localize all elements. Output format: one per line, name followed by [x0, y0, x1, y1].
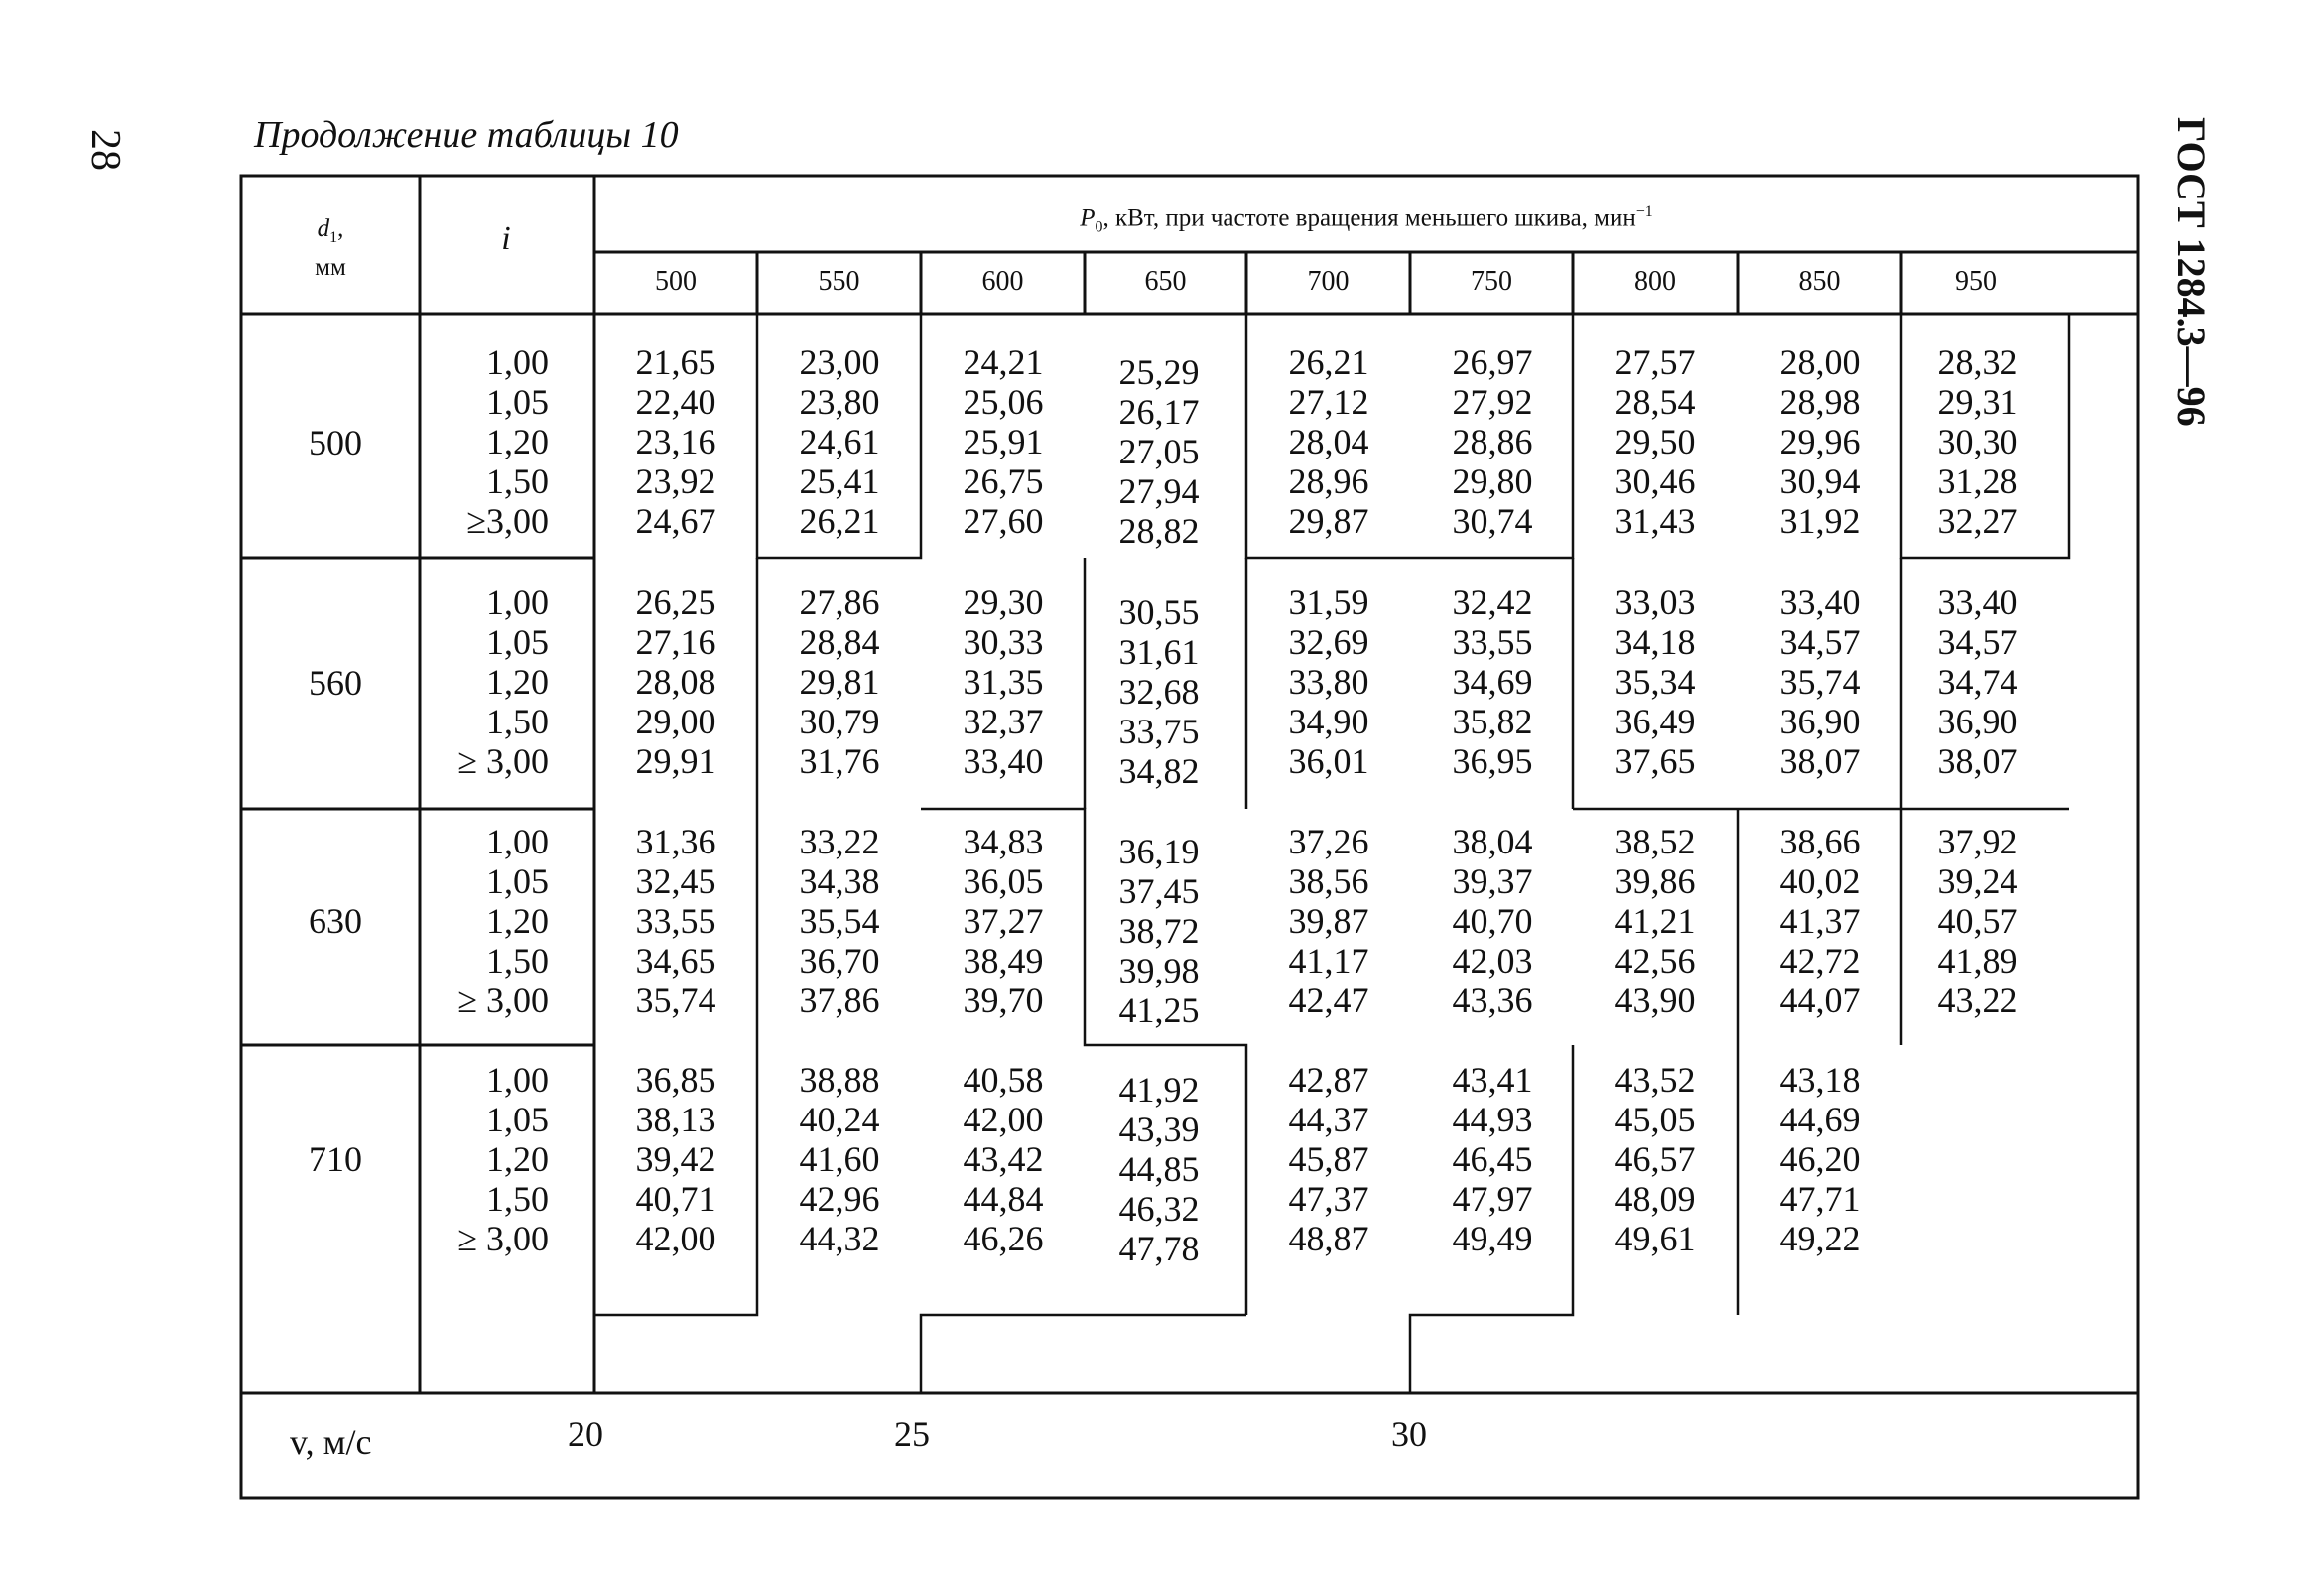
- i-header: i: [501, 220, 511, 257]
- d1-header: [281, 214, 380, 283]
- power-value: 40,71: [635, 1179, 716, 1219]
- power-value: 40,58: [963, 1060, 1044, 1100]
- p0-subscript: 0: [1095, 218, 1103, 236]
- power-value: 41,60: [799, 1139, 880, 1179]
- ratio-value: 1,05: [486, 382, 549, 422]
- p0-symbol: P: [1080, 204, 1096, 232]
- power-value: 37,65: [1614, 741, 1696, 781]
- power-value: 43,39: [1118, 1110, 1200, 1149]
- power-column: [1254, 342, 1403, 541]
- power-value: 46,57: [1614, 1139, 1696, 1179]
- power-value: 31,61: [1118, 632, 1200, 672]
- power-value: 42,00: [635, 1219, 716, 1258]
- power-value: 40,24: [799, 1100, 880, 1139]
- power-value: 39,24: [1937, 861, 2018, 901]
- power-value: 33,40: [963, 741, 1044, 781]
- power-value: 46,45: [1452, 1139, 1533, 1179]
- rpm-950: 950: [1955, 266, 1997, 297]
- power-value: 29,31: [1937, 382, 2018, 422]
- power-value: 24,21: [963, 342, 1044, 382]
- power-column: [1581, 1060, 1730, 1258]
- power-value: 28,00: [1779, 342, 1861, 382]
- power-column: [765, 822, 914, 1020]
- power-value: 37,86: [799, 981, 880, 1020]
- power-column: [1745, 1060, 1894, 1258]
- ratio-list: [420, 1060, 549, 1258]
- ratio-value: 1,50: [486, 702, 549, 741]
- power-value: 48,87: [1288, 1219, 1369, 1258]
- power-column: [601, 342, 750, 541]
- power-value: 36,01: [1288, 741, 1369, 781]
- power-value: 30,46: [1614, 461, 1696, 501]
- power-value: 27,16: [635, 622, 716, 662]
- power-value: 28,84: [799, 622, 880, 662]
- power-value: 33,75: [1118, 712, 1200, 751]
- power-value: 43,42: [963, 1139, 1044, 1179]
- power-value: 29,50: [1614, 422, 1696, 461]
- power-value: 32,42: [1452, 583, 1533, 622]
- power-value: 29,81: [799, 662, 880, 702]
- power-value: 45,87: [1288, 1139, 1369, 1179]
- ratio-value: 1,00: [486, 342, 549, 382]
- power-value: 35,82: [1452, 702, 1533, 741]
- power-value: 34,90: [1288, 702, 1369, 741]
- power-value: 34,57: [1937, 622, 2018, 662]
- rpm-500: 500: [655, 266, 697, 297]
- power-value: 29,00: [635, 702, 716, 741]
- power-value: 30,55: [1118, 592, 1200, 632]
- power-value: 27,86: [799, 583, 880, 622]
- power-column: [1745, 822, 1894, 1020]
- power-value: 39,42: [635, 1139, 716, 1179]
- power-value: 41,92: [1118, 1070, 1200, 1110]
- rpm-850: 850: [1798, 266, 1841, 297]
- power-column: [1085, 352, 1233, 551]
- power-column: [765, 583, 914, 781]
- ratio-value: ≥ 3,00: [457, 1219, 549, 1258]
- power-value: 38,66: [1779, 822, 1861, 861]
- power-value: 36,19: [1118, 832, 1200, 871]
- power-value: 30,79: [799, 702, 880, 741]
- ratio-value: 1,20: [486, 422, 549, 461]
- d1-value: 500: [309, 423, 362, 462]
- ratio-value: 1,20: [486, 1139, 549, 1179]
- power-value: 22,40: [635, 382, 716, 422]
- ratio-value: ≥3,00: [466, 501, 549, 541]
- power-value: 38,52: [1614, 822, 1696, 861]
- power-value: 29,96: [1779, 422, 1861, 461]
- power-value: 35,54: [799, 901, 880, 941]
- ratio-value: 1,00: [486, 822, 549, 861]
- power-column: [929, 342, 1078, 541]
- power-value: 31,43: [1614, 501, 1696, 541]
- power-value: 41,25: [1118, 990, 1200, 1030]
- power-value: 36,85: [635, 1060, 716, 1100]
- rpm-800: 800: [1634, 266, 1676, 297]
- power-value: 26,97: [1452, 342, 1533, 382]
- power-value: 42,87: [1288, 1060, 1369, 1100]
- power-column: [1581, 822, 1730, 1020]
- power-column: [601, 583, 750, 781]
- power-value: 35,74: [1779, 662, 1861, 702]
- ratio-list: [420, 583, 549, 781]
- power-value: 33,03: [1614, 583, 1696, 622]
- power-value: 28,08: [635, 662, 716, 702]
- power-value: 39,98: [1118, 951, 1200, 990]
- power-value: 27,94: [1118, 471, 1200, 511]
- power-value: 28,96: [1288, 461, 1369, 501]
- power-value: 30,94: [1779, 461, 1861, 501]
- speed-value: 30: [1391, 1414, 1427, 1454]
- ratio-list: [420, 822, 549, 1020]
- power-value: 38,49: [963, 941, 1044, 981]
- power-value: 35,74: [635, 981, 716, 1020]
- d1-value: 560: [309, 663, 362, 703]
- power-value: 43,18: [1779, 1060, 1861, 1100]
- power-value: 38,88: [799, 1060, 880, 1100]
- power-value: 31,36: [635, 822, 716, 861]
- power-value: 49,61: [1614, 1219, 1696, 1258]
- power-value: 36,95: [1452, 741, 1533, 781]
- power-column: [1581, 342, 1730, 541]
- power-column: [929, 1060, 1078, 1258]
- d1-subscript: 1: [329, 229, 338, 246]
- power-column: [1903, 583, 2052, 781]
- power-column: [765, 342, 914, 541]
- power-value: 21,65: [635, 342, 716, 382]
- ratio-value: 1,20: [486, 662, 549, 702]
- rpm-650: 650: [1144, 266, 1187, 297]
- speed-value: 20: [568, 1414, 603, 1454]
- power-column: [601, 822, 750, 1020]
- p0-superscript: −1: [1635, 203, 1653, 220]
- power-value: 29,91: [635, 741, 716, 781]
- rpm-600: 600: [981, 266, 1024, 297]
- power-value: 36,90: [1937, 702, 2018, 741]
- power-value: 27,57: [1614, 342, 1696, 382]
- power-value: 25,06: [963, 382, 1044, 422]
- power-value: 36,90: [1779, 702, 1861, 741]
- power-value: 44,69: [1779, 1100, 1861, 1139]
- power-column: [1418, 583, 1567, 781]
- power-value: 27,12: [1288, 382, 1369, 422]
- power-value: 47,97: [1452, 1179, 1533, 1219]
- power-value: 44,84: [963, 1179, 1044, 1219]
- power-value: 34,69: [1452, 662, 1533, 702]
- power-value: 41,37: [1779, 901, 1861, 941]
- speed-label: v, м/с: [290, 1422, 372, 1462]
- power-value: 36,05: [963, 861, 1044, 901]
- d1-value: 630: [309, 901, 362, 941]
- power-value: 38,56: [1288, 861, 1369, 901]
- power-value: 30,74: [1452, 501, 1533, 541]
- power-value: 47,78: [1118, 1229, 1200, 1268]
- speed-value: 25: [894, 1414, 930, 1454]
- power-value: 44,37: [1288, 1100, 1369, 1139]
- power-value: 42,47: [1288, 981, 1369, 1020]
- power-column: [1418, 342, 1567, 541]
- power-value: 26,21: [1288, 342, 1369, 382]
- ratio-value: 1,05: [486, 622, 549, 662]
- power-value: 34,82: [1118, 751, 1200, 791]
- power-column: [1903, 342, 2052, 541]
- power-value: 32,27: [1937, 501, 2018, 541]
- power-column: [1903, 822, 2052, 1020]
- power-value: 49,49: [1452, 1219, 1533, 1258]
- power-value: 39,86: [1614, 861, 1696, 901]
- document-code: ГОСТ 1284.3—96: [2169, 117, 2214, 427]
- ratio-value: 1,50: [486, 941, 549, 981]
- power-value: 27,05: [1118, 432, 1200, 471]
- power-column: [1418, 822, 1567, 1020]
- power-value: 26,21: [799, 501, 880, 541]
- power-value: 27,92: [1452, 382, 1533, 422]
- rpm-550: 550: [818, 266, 860, 297]
- power-column: [1085, 832, 1233, 1030]
- power-column: [601, 1060, 750, 1258]
- power-column: [929, 583, 1078, 781]
- power-value: 43,90: [1614, 981, 1696, 1020]
- power-column: [1254, 583, 1403, 781]
- power-value: 32,37: [963, 702, 1044, 741]
- power-value: 44,85: [1118, 1149, 1200, 1189]
- ratio-value: ≥ 3,00: [457, 981, 549, 1020]
- page-number: 28: [82, 129, 128, 171]
- ratio-list: [420, 342, 549, 541]
- power-value: 35,34: [1614, 662, 1696, 702]
- power-value: 25,41: [799, 461, 880, 501]
- ratio-value: 1,20: [486, 901, 549, 941]
- d1-comma: ,: [337, 215, 344, 242]
- power-value: 47,37: [1288, 1179, 1369, 1219]
- power-value: 33,40: [1937, 583, 2018, 622]
- power-value: 41,89: [1937, 941, 2018, 981]
- power-value: 46,32: [1118, 1189, 1200, 1229]
- power-value: 28,98: [1779, 382, 1861, 422]
- power-value: 34,65: [635, 941, 716, 981]
- power-value: 33,22: [799, 822, 880, 861]
- power-value: 37,45: [1118, 871, 1200, 911]
- power-value: 42,03: [1452, 941, 1533, 981]
- power-column: [1745, 342, 1894, 541]
- power-value: 39,37: [1452, 861, 1533, 901]
- power-value: 33,55: [635, 901, 716, 941]
- power-value: 32,69: [1288, 622, 1369, 662]
- power-value: 44,93: [1452, 1100, 1533, 1139]
- p0-header: [594, 203, 2138, 236]
- power-value: 28,54: [1614, 382, 1696, 422]
- table-caption: Продолжение таблицы 10: [254, 114, 679, 156]
- power-value: 33,40: [1779, 583, 1861, 622]
- d1-symbol: d: [317, 215, 330, 242]
- power-value: 32,45: [635, 861, 716, 901]
- power-value: 44,32: [799, 1219, 880, 1258]
- ratio-value: 1,05: [486, 1100, 549, 1139]
- power-value: 27,60: [963, 501, 1044, 541]
- power-value: 42,00: [963, 1100, 1044, 1139]
- power-value: 38,07: [1779, 741, 1861, 781]
- ratio-value: ≥ 3,00: [457, 741, 549, 781]
- power-value: 37,27: [963, 901, 1044, 941]
- power-value: 24,67: [635, 501, 716, 541]
- power-value: 34,83: [963, 822, 1044, 861]
- power-value: 34,74: [1937, 662, 2018, 702]
- power-value: 44,07: [1779, 981, 1861, 1020]
- power-value: 43,52: [1614, 1060, 1696, 1100]
- ratio-value: 1,00: [486, 1060, 549, 1100]
- power-value: 25,91: [963, 422, 1044, 461]
- power-value: 28,86: [1452, 422, 1533, 461]
- d1-value: 710: [309, 1139, 362, 1179]
- power-value: 37,92: [1937, 822, 2018, 861]
- power-value: 38,07: [1937, 741, 2018, 781]
- power-value: 28,04: [1288, 422, 1369, 461]
- power-value: 29,30: [963, 583, 1044, 622]
- power-value: 31,59: [1288, 583, 1369, 622]
- power-value: 31,35: [963, 662, 1044, 702]
- power-column: [1745, 583, 1894, 781]
- power-value: 49,22: [1779, 1219, 1861, 1258]
- power-value: 23,92: [635, 461, 716, 501]
- power-value: 37,26: [1288, 822, 1369, 861]
- power-column: [1085, 1070, 1233, 1268]
- power-value: 46,20: [1779, 1139, 1861, 1179]
- ratio-value: 1,50: [486, 1179, 549, 1219]
- power-value: 29,87: [1288, 501, 1369, 541]
- power-value: 33,80: [1288, 662, 1369, 702]
- power-column: [765, 1060, 914, 1258]
- power-value: 38,04: [1452, 822, 1533, 861]
- power-value: 43,41: [1452, 1060, 1533, 1100]
- power-value: 24,61: [799, 422, 880, 461]
- power-value: 43,36: [1452, 981, 1533, 1020]
- power-value: 38,13: [635, 1100, 716, 1139]
- power-value: 33,55: [1452, 622, 1533, 662]
- power-value: 26,17: [1118, 392, 1200, 432]
- power-value: 42,56: [1614, 941, 1696, 981]
- power-value: 32,68: [1118, 672, 1200, 712]
- power-value: 41,21: [1614, 901, 1696, 941]
- power-value: 34,18: [1614, 622, 1696, 662]
- power-value: 36,70: [799, 941, 880, 981]
- power-value: 25,29: [1118, 352, 1200, 392]
- power-value: 31,28: [1937, 461, 2018, 501]
- power-value: 41,17: [1288, 941, 1369, 981]
- power-column: [929, 822, 1078, 1020]
- power-value: 26,25: [635, 583, 716, 622]
- power-value: 48,09: [1614, 1179, 1696, 1219]
- power-value: 31,92: [1779, 501, 1861, 541]
- ratio-value: 1,50: [486, 461, 549, 501]
- power-value: 38,72: [1118, 911, 1200, 951]
- power-value: 40,02: [1779, 861, 1861, 901]
- power-value: 31,76: [799, 741, 880, 781]
- power-column: [1581, 583, 1730, 781]
- p0-description: , кВт, при частоте вращения меньшего шкива, мин: [1102, 204, 1636, 232]
- power-column: [1418, 1060, 1567, 1258]
- power-value: 30,33: [963, 622, 1044, 662]
- power-value: 23,16: [635, 422, 716, 461]
- power-value: 43,22: [1937, 981, 2018, 1020]
- power-value: 23,00: [799, 342, 880, 382]
- d1-unit: мм: [315, 254, 346, 281]
- power-value: 30,30: [1937, 422, 2018, 461]
- power-value: 47,71: [1779, 1179, 1861, 1219]
- power-value: 46,26: [963, 1219, 1044, 1258]
- rpm-700: 700: [1307, 266, 1350, 297]
- power-value: 40,57: [1937, 901, 2018, 941]
- power-value: 28,82: [1118, 511, 1200, 551]
- power-value: 36,49: [1614, 702, 1696, 741]
- power-value: 34,57: [1779, 622, 1861, 662]
- power-value: 42,72: [1779, 941, 1861, 981]
- power-value: 29,80: [1452, 461, 1533, 501]
- power-value: 26,75: [963, 461, 1044, 501]
- ratio-value: 1,00: [486, 583, 549, 622]
- power-value: 39,87: [1288, 901, 1369, 941]
- power-column: [1254, 1060, 1403, 1258]
- rpm-750: 750: [1471, 266, 1512, 297]
- ratio-value: 1,05: [486, 861, 549, 901]
- power-column: [1254, 822, 1403, 1020]
- power-value: 39,70: [963, 981, 1044, 1020]
- power-value: 23,80: [799, 382, 880, 422]
- power-value: 28,32: [1937, 342, 2018, 382]
- power-value: 40,70: [1452, 901, 1533, 941]
- power-column: [1085, 592, 1233, 791]
- power-value: 45,05: [1614, 1100, 1696, 1139]
- power-value: 34,38: [799, 861, 880, 901]
- power-value: 42,96: [799, 1179, 880, 1219]
